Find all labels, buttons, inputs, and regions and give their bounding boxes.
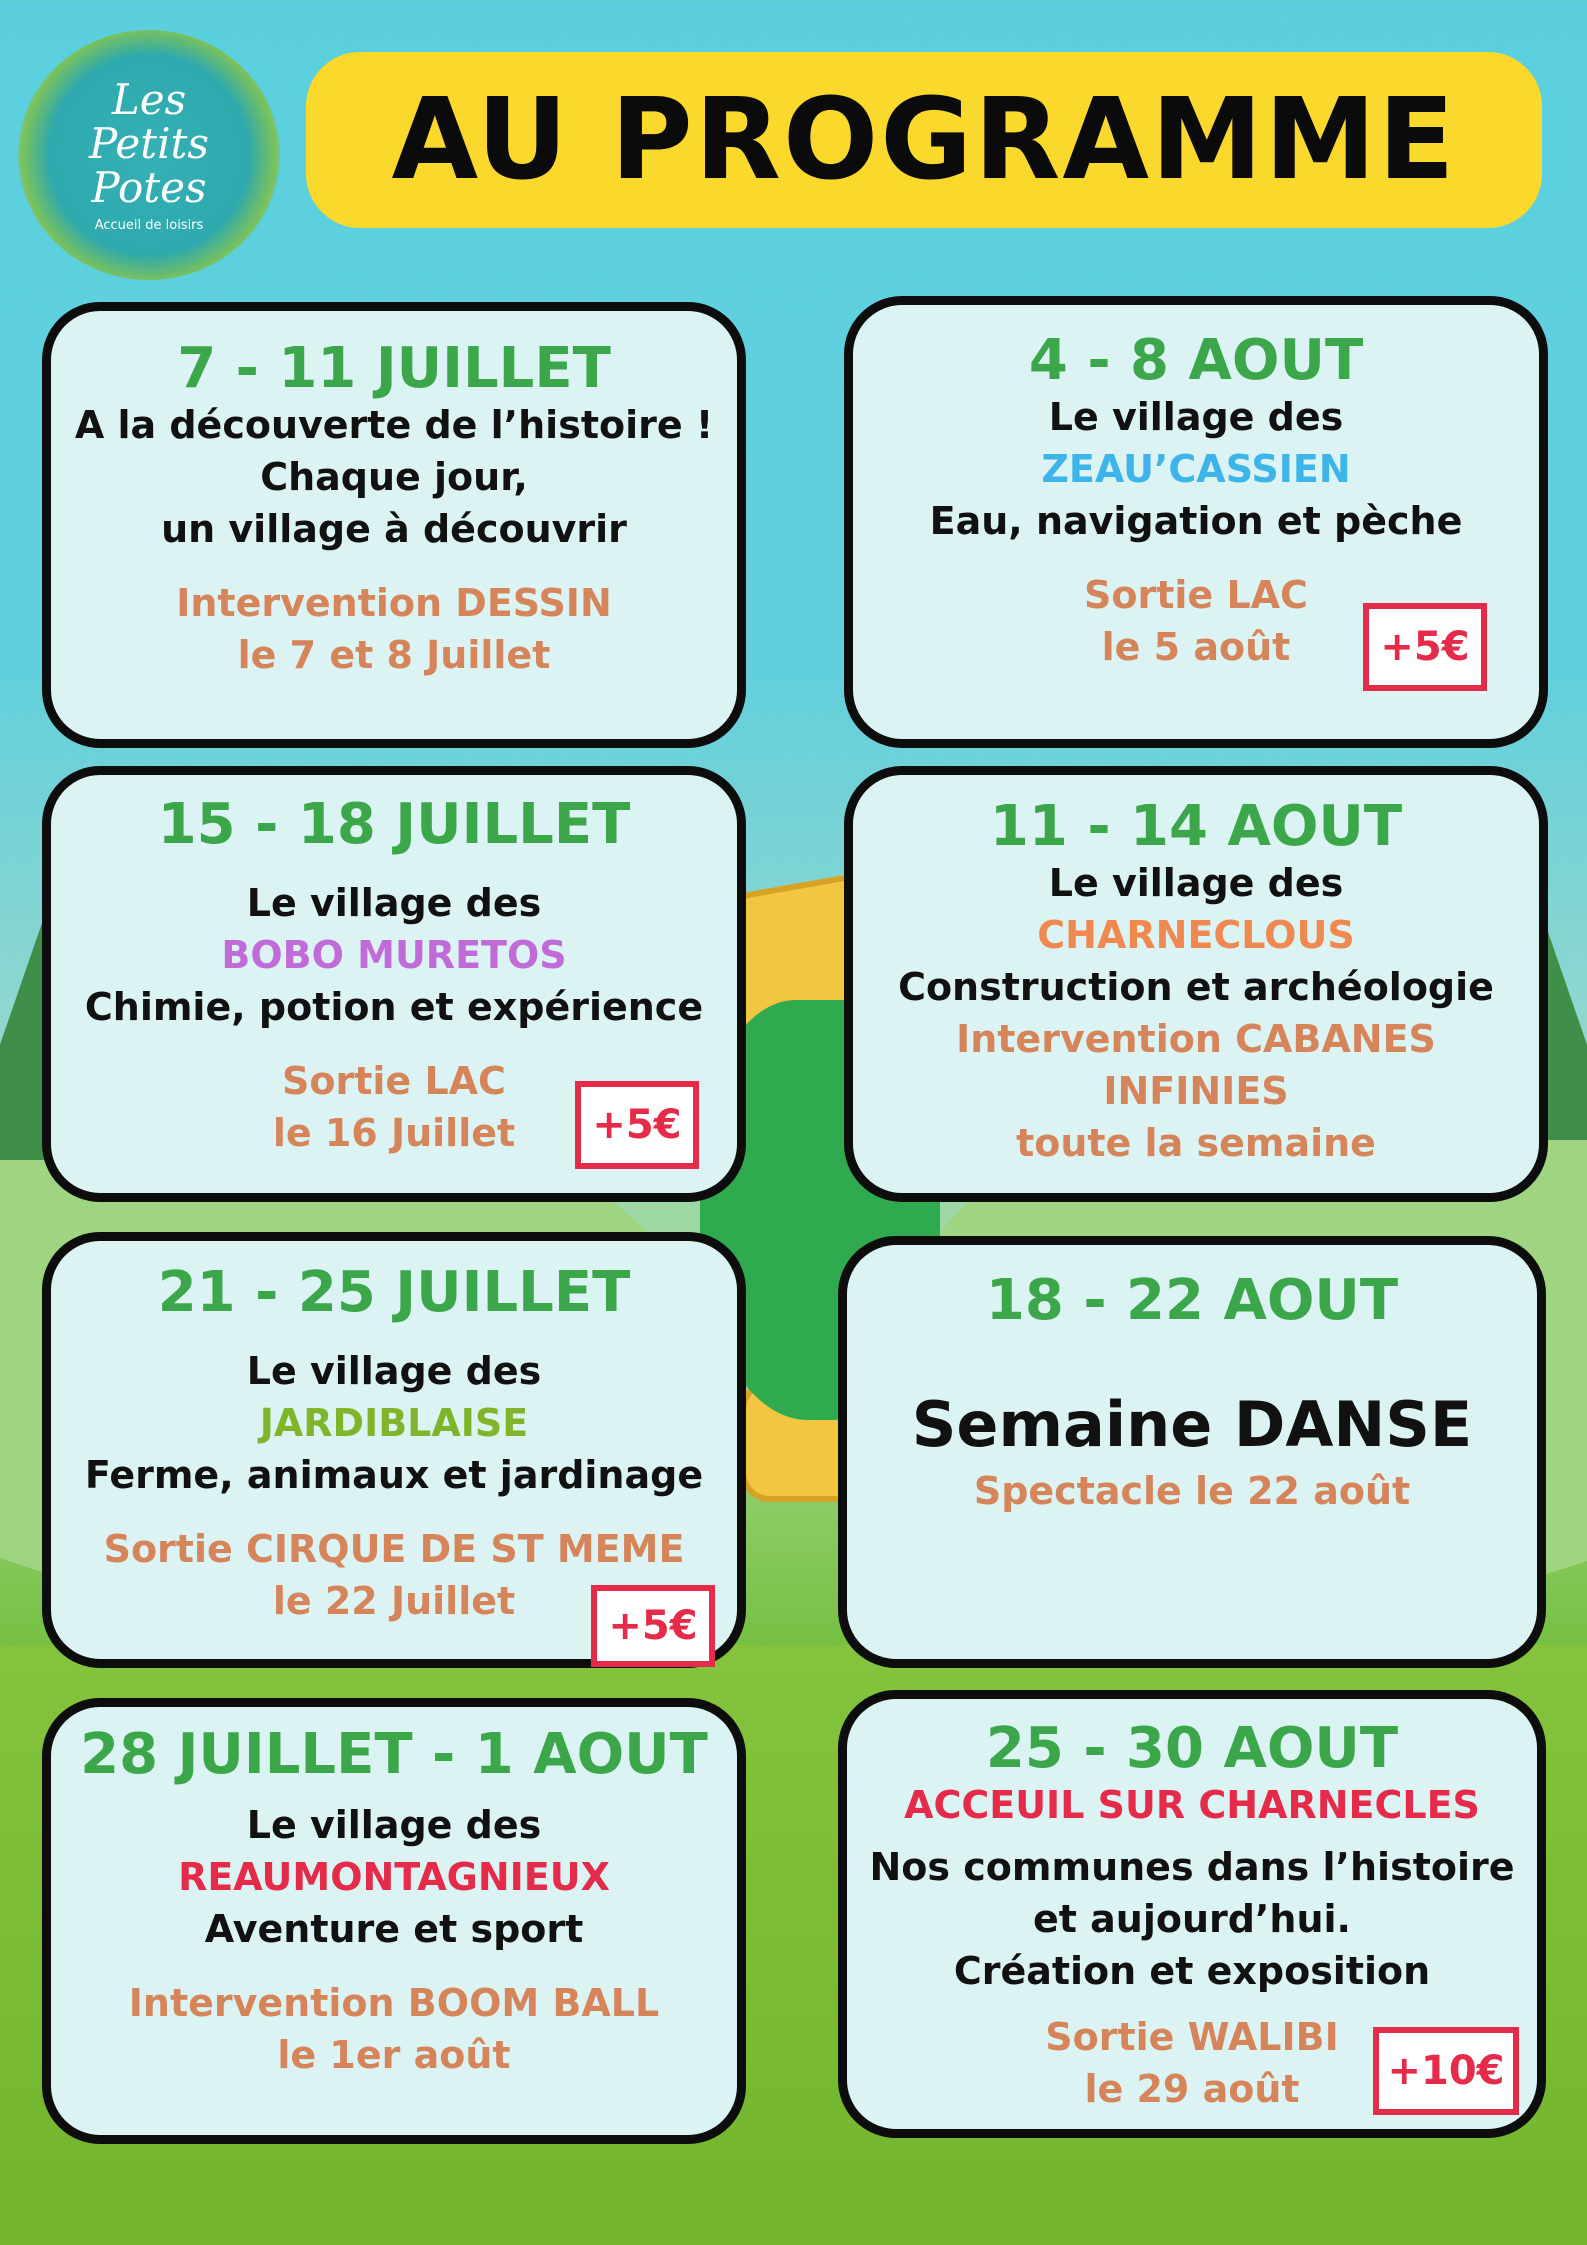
week-date: 15 - 18 JUILLET xyxy=(157,792,631,857)
week-outing: Spectacle le 22 août xyxy=(973,1469,1411,1513)
week-outing-date: le 5 août xyxy=(1101,625,1291,669)
week-outing-date: le 7 et 8 Juillet xyxy=(237,633,551,677)
logo-line-2: Petits xyxy=(89,119,209,168)
price-badge: +10€ xyxy=(1373,2027,1519,2115)
logo-line-3: Potes xyxy=(91,163,207,212)
logo-line-1: Les xyxy=(111,75,187,124)
week-description: Création et exposition xyxy=(953,1949,1431,1993)
week-description: Le village des xyxy=(1048,395,1344,439)
week-description: Le village des xyxy=(1048,861,1344,905)
week-outing: INFINIES xyxy=(1103,1069,1289,1113)
week-description: et aujourd’hui. xyxy=(1033,1897,1351,1941)
week-outing: Intervention BOOM BALL xyxy=(128,1981,660,2025)
week-description: Chaque jour, xyxy=(260,455,528,499)
village-name: REAUMONTAGNIEUX xyxy=(178,1855,610,1899)
week-card-8 xyxy=(838,1690,1546,2138)
week-card-4 xyxy=(844,766,1548,1202)
week-outing: Intervention DESSIN xyxy=(176,581,612,625)
week-outing-date: le 22 Juillet xyxy=(272,1579,516,1623)
week-outing-date: le 16 Juillet xyxy=(272,1111,516,1155)
week-theme: Aventure et sport xyxy=(204,1907,584,1951)
week-description: Le village des xyxy=(246,1803,542,1847)
week-outing: Sortie LAC xyxy=(1084,573,1308,617)
week-date: 18 - 22 AOUT xyxy=(985,1268,1399,1333)
week-headline: Semaine DANSE xyxy=(911,1388,1473,1461)
logo xyxy=(18,30,280,280)
logo-text xyxy=(18,75,280,212)
week-card-2 xyxy=(844,296,1548,748)
week-outing: Sortie LAC xyxy=(282,1059,506,1103)
week-card-7 xyxy=(42,1698,746,2144)
week-description: Nos communes dans l’histoire xyxy=(869,1845,1515,1889)
week-description: un village à découvrir xyxy=(161,507,627,551)
village-name: JARDIBLAISE xyxy=(259,1401,529,1445)
week-outing: Sortie CIRQUE DE ST MEME xyxy=(103,1527,685,1571)
week-theme: Chimie, potion et expérience xyxy=(84,985,704,1029)
week-date: 21 - 25 JUILLET xyxy=(157,1260,631,1325)
week-date: 4 - 8 AOUT xyxy=(1028,328,1364,393)
week-description: Le village des xyxy=(246,1349,542,1393)
week-outing: Intervention CABANES xyxy=(956,1017,1436,1061)
week-description: A la découverte de l’histoire ! xyxy=(74,403,714,447)
week-card-6 xyxy=(838,1236,1546,1668)
week-notice: ACCEUIL SUR CHARNECLES xyxy=(904,1783,1480,1827)
week-theme: Construction et archéologie xyxy=(898,965,1494,1009)
village-name: CHARNECLOUS xyxy=(1037,913,1355,957)
week-card-5 xyxy=(42,1232,746,1668)
week-theme: Ferme, animaux et jardinage xyxy=(84,1453,704,1497)
week-outing: Sortie WALIBI xyxy=(1045,2015,1339,2059)
week-date: 25 - 30 AOUT xyxy=(985,1716,1399,1781)
week-date: 11 - 14 AOUT xyxy=(989,794,1403,859)
price-badge: +5€ xyxy=(591,1585,715,1667)
price-badge: +5€ xyxy=(575,1081,699,1169)
page-title: AU PROGRAMME xyxy=(391,75,1457,205)
week-theme: Eau, navigation et pèche xyxy=(929,499,1463,543)
week-outing-date: le 29 août xyxy=(1084,2067,1300,2111)
week-outing-date: le 1er août xyxy=(277,2033,511,2077)
village-name: ZEAU’CASSIEN xyxy=(1041,447,1351,491)
week-outing-date: toute la semaine xyxy=(1016,1121,1376,1165)
week-date: 28 JUILLET - 1 AOUT xyxy=(80,1722,708,1787)
week-card-1 xyxy=(42,302,746,748)
week-card-3 xyxy=(42,766,746,1202)
week-date: 7 - 11 JUILLET xyxy=(177,336,611,401)
price-badge: +5€ xyxy=(1363,603,1487,691)
week-description: Le village des xyxy=(246,881,542,925)
logo-subtitle: Accueil de loisirs xyxy=(94,218,204,233)
village-name: BOBO MURETOS xyxy=(221,933,567,977)
title-banner xyxy=(306,52,1542,228)
